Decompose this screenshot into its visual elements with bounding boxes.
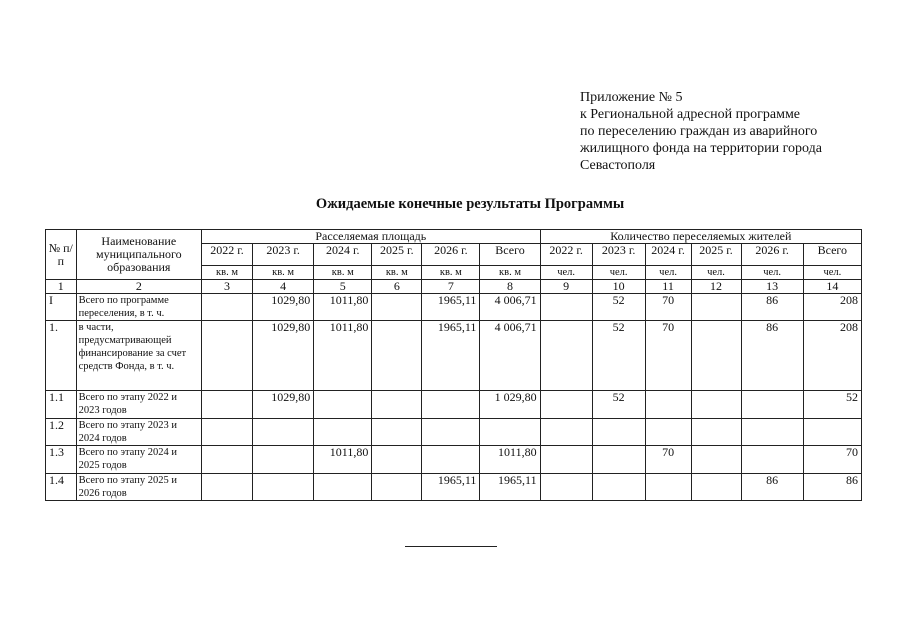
area-value xyxy=(422,446,480,474)
people-value xyxy=(540,474,592,501)
header-people-year: 2026 г. xyxy=(741,244,803,266)
people-value: 70 xyxy=(803,446,861,474)
area-value xyxy=(202,321,253,391)
header-area-unit: кв. м xyxy=(372,266,422,280)
row-number: 1.2 xyxy=(46,419,77,446)
row-name: Всего по этапу 2024 и 2025 годов xyxy=(76,446,201,474)
header-area-year: 2022 г. xyxy=(202,244,253,266)
people-value: 86 xyxy=(741,321,803,391)
header-col-number: 9 xyxy=(540,280,592,294)
header-col-number: 5 xyxy=(314,280,372,294)
people-value xyxy=(540,419,592,446)
people-value xyxy=(645,419,691,446)
area-value xyxy=(202,294,253,321)
area-value: 1965,11 xyxy=(422,294,480,321)
header-group-row xyxy=(46,230,862,244)
header-col-number: 13 xyxy=(741,280,803,294)
row-number: I xyxy=(46,294,77,321)
area-value: 1011,80 xyxy=(314,294,372,321)
row-name: Всего по этапу 2025 и 2026 годов xyxy=(76,474,201,501)
people-value xyxy=(691,419,741,446)
header-col-number: 8 xyxy=(480,280,540,294)
area-value: 1029,80 xyxy=(253,321,314,391)
people-value: 52 xyxy=(592,294,645,321)
header-people-year: Всего xyxy=(803,244,861,266)
people-value xyxy=(691,391,741,419)
area-value xyxy=(422,419,480,446)
area-value: 1029,80 xyxy=(253,391,314,419)
area-value xyxy=(372,294,422,321)
people-value xyxy=(691,474,741,501)
area-value: 1011,80 xyxy=(314,446,372,474)
people-value: 52 xyxy=(592,391,645,419)
header-col-number: 1 xyxy=(46,280,77,294)
people-value xyxy=(592,474,645,501)
area-value: 1965,11 xyxy=(422,474,480,501)
people-value: 208 xyxy=(803,294,861,321)
area-value xyxy=(202,474,253,501)
people-value: 86 xyxy=(741,474,803,501)
area-value xyxy=(314,391,372,419)
area-value xyxy=(422,391,480,419)
row-number: 1.3 xyxy=(46,446,77,474)
people-value xyxy=(645,391,691,419)
people-value xyxy=(691,294,741,321)
header-area-unit: кв. м xyxy=(422,266,480,280)
header-col-number: 12 xyxy=(691,280,741,294)
table-row xyxy=(46,419,862,446)
row-name: Всего по этапу 2023 и 2024 годов xyxy=(76,419,201,446)
row-name: в части, предусматривающей финансирование за счет средств Фонда, в т. ч. xyxy=(76,321,201,391)
header-colnum-row xyxy=(46,280,862,294)
header-people-unit: чел. xyxy=(645,266,691,280)
header-name: Наименование муниципального образования xyxy=(76,230,201,280)
appendix-line: по переселению граждан из аварийного xyxy=(580,124,818,139)
results-table xyxy=(45,229,862,501)
header-col-number: 14 xyxy=(803,280,861,294)
table-row xyxy=(46,391,862,419)
area-value xyxy=(372,474,422,501)
people-value xyxy=(592,419,645,446)
area-value xyxy=(314,419,372,446)
area-value: 1 029,80 xyxy=(480,391,540,419)
area-value: 4 006,71 xyxy=(480,294,540,321)
header-people-year: 2023 г. xyxy=(592,244,645,266)
header-area-unit: кв. м xyxy=(314,266,372,280)
header-area-unit: кв. м xyxy=(202,266,253,280)
area-value: 1965,11 xyxy=(422,321,480,391)
appendix-line: Приложение № 5 xyxy=(580,90,683,105)
people-value xyxy=(540,446,592,474)
people-value xyxy=(645,474,691,501)
area-value xyxy=(372,446,422,474)
header-col-number: 10 xyxy=(592,280,645,294)
table-row xyxy=(46,446,862,474)
header-col-number: 7 xyxy=(422,280,480,294)
people-value xyxy=(691,446,741,474)
people-value xyxy=(540,294,592,321)
header-area-year: Всего xyxy=(480,244,540,266)
area-value xyxy=(372,321,422,391)
table-row xyxy=(46,321,862,391)
area-value: 1011,80 xyxy=(480,446,540,474)
header-area-unit: кв. м xyxy=(480,266,540,280)
header-people-unit: чел. xyxy=(691,266,741,280)
area-value xyxy=(372,419,422,446)
header-area-unit: кв. м xyxy=(253,266,314,280)
header-col-number: 4 xyxy=(253,280,314,294)
row-name: Всего по программе переселения, в т. ч. xyxy=(76,294,201,321)
area-value xyxy=(202,446,253,474)
header-people-year: 2024 г. xyxy=(645,244,691,266)
people-value xyxy=(540,391,592,419)
header-num: № п/п xyxy=(46,230,77,280)
people-value: 70 xyxy=(645,446,691,474)
area-value xyxy=(480,419,540,446)
header-area-year: 2024 г. xyxy=(314,244,372,266)
area-value xyxy=(253,446,314,474)
header-col-number: 2 xyxy=(76,280,201,294)
row-number: 1.4 xyxy=(46,474,77,501)
people-value: 52 xyxy=(592,321,645,391)
area-value xyxy=(372,391,422,419)
area-value xyxy=(202,391,253,419)
people-value xyxy=(592,446,645,474)
appendix-line: жилищного фонда на территории города xyxy=(580,141,822,156)
people-value: 208 xyxy=(803,321,861,391)
people-value: 86 xyxy=(741,294,803,321)
header-col-number: 11 xyxy=(645,280,691,294)
header-people-unit: чел. xyxy=(592,266,645,280)
area-value: 1965,11 xyxy=(480,474,540,501)
document-title: Ожидаемые конечные результаты Программы xyxy=(315,196,625,212)
header-people-unit: чел. xyxy=(540,266,592,280)
people-value xyxy=(803,419,861,446)
header-col-number: 3 xyxy=(202,280,253,294)
row-name: Всего по этапу 2022 и 2023 годов xyxy=(76,391,201,419)
area-value xyxy=(314,474,372,501)
footer-divider xyxy=(405,546,497,547)
header-area-group: Расселяемая площадь xyxy=(202,230,541,244)
appendix-block xyxy=(580,89,822,174)
people-value xyxy=(741,446,803,474)
area-value: 4 006,71 xyxy=(480,321,540,391)
header-area-year: 2025 г. xyxy=(372,244,422,266)
header-area-year: 2026 г. xyxy=(422,244,480,266)
people-value xyxy=(540,321,592,391)
people-value xyxy=(691,321,741,391)
people-value xyxy=(741,419,803,446)
header-people-group: Количество переселяемых жителей xyxy=(540,230,861,244)
area-value xyxy=(253,419,314,446)
area-value: 1011,80 xyxy=(314,321,372,391)
people-value xyxy=(741,391,803,419)
header-people-year: 2022 г. xyxy=(540,244,592,266)
row-number: 1.1 xyxy=(46,391,77,419)
area-value xyxy=(202,419,253,446)
area-value: 1029,80 xyxy=(253,294,314,321)
header-area-year: 2023 г. xyxy=(253,244,314,266)
people-value: 86 xyxy=(803,474,861,501)
appendix-line: Севастополя xyxy=(580,158,656,173)
people-value: 52 xyxy=(803,391,861,419)
people-value: 70 xyxy=(645,321,691,391)
header-people-year: 2025 г. xyxy=(691,244,741,266)
row-number: 1. xyxy=(46,321,77,391)
header-people-unit: чел. xyxy=(803,266,861,280)
area-value xyxy=(253,474,314,501)
header-people-unit: чел. xyxy=(741,266,803,280)
header-col-number: 6 xyxy=(372,280,422,294)
table-row xyxy=(46,474,862,501)
table-row xyxy=(46,294,862,321)
appendix-line: к Региональной адресной программе xyxy=(580,107,801,122)
people-value: 70 xyxy=(645,294,691,321)
